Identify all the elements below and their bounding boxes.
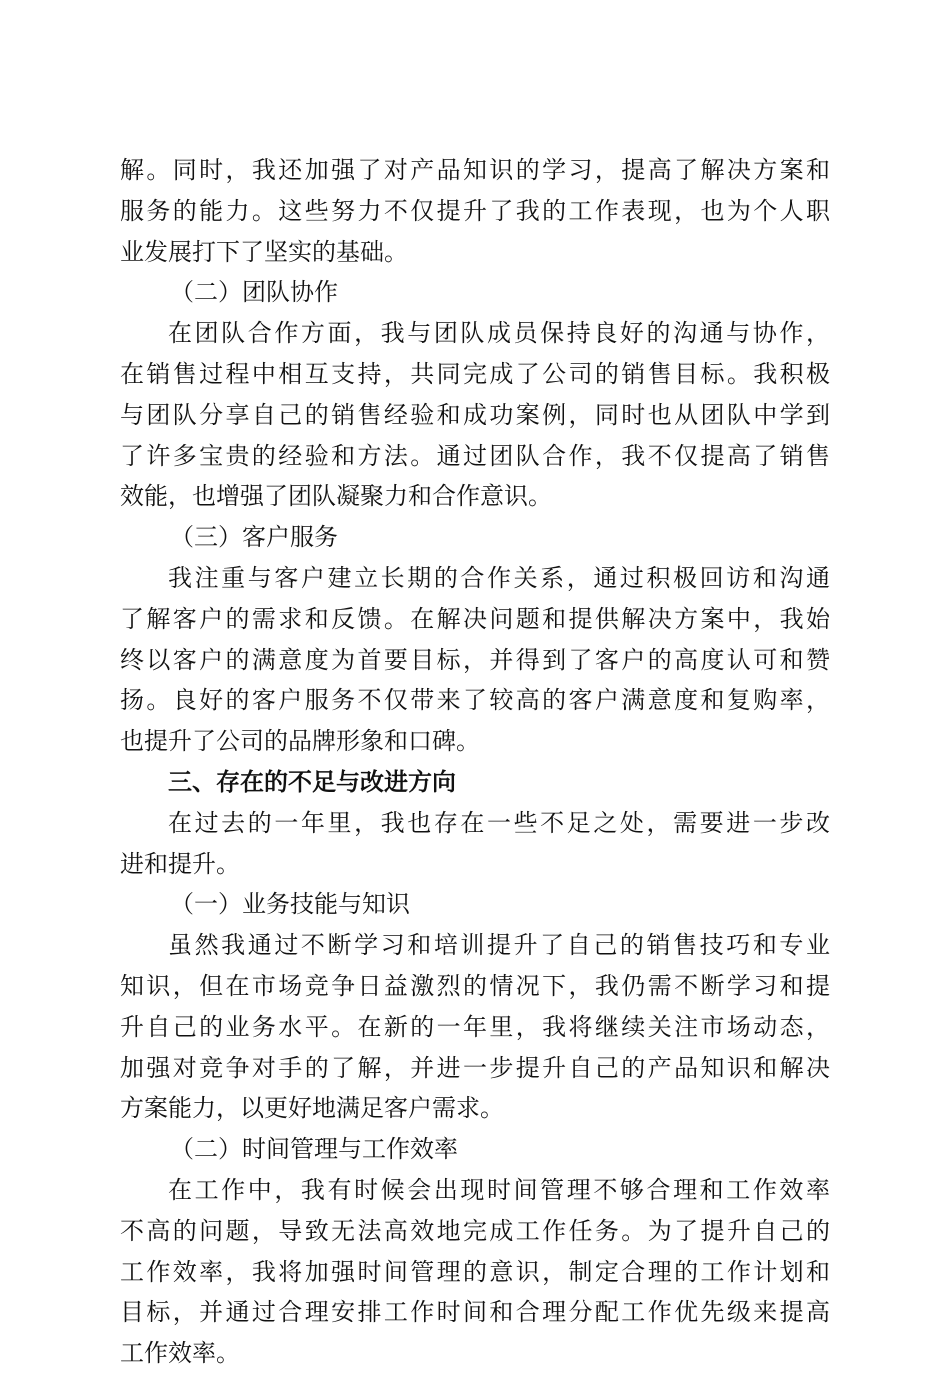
paragraph-line: 也提升了公司的品牌形象和口碑。 [120, 727, 480, 756]
paragraph-line: 了许多宝贵的经验和方法。通过团队合作，我不仅提高了销售 [120, 441, 830, 470]
subsection-heading-team: （二）团队协作 [170, 278, 338, 307]
subsection-heading-skills: （一）业务技能与知识 [170, 890, 410, 919]
paragraph-line: 在过去的一年里，我也存在一些不足之处，需要进一步改 [168, 808, 830, 837]
section-heading-shortcomings: 三、存在的不足与改进方向 [168, 767, 456, 796]
paragraph-line: 在销售过程中相互支持，共同完成了公司的销售目标。我积极 [120, 359, 830, 388]
paragraph-line: 工作效率，我将加强时间管理的意识，制定合理的工作计划和 [120, 1257, 830, 1286]
paragraph-line: 终以客户的满意度为首要目标，并得到了客户的高度认可和赞 [120, 645, 830, 674]
paragraph-line: 扬。良好的客户服务不仅带来了较高的客户满意度和复购率， [120, 686, 830, 715]
paragraph-line: 我注重与客户建立长期的合作关系，通过积极回访和沟通 [168, 563, 830, 592]
paragraph-line: 加强对竞争对手的了解，并进一步提升自己的产品知识和解决 [120, 1053, 830, 1082]
paragraph-line: 服务的能力。这些努力不仅提升了我的工作表现，也为个人职 [120, 196, 830, 225]
paragraph-line: 解。同时，我还加强了对产品知识的学习，提高了解决方案和 [120, 156, 830, 184]
paragraph-line: 效能，也增强了团队凝聚力和合作意识。 [120, 482, 552, 511]
paragraph-line: 不高的问题，导致无法高效地完成工作任务。为了提升自己的 [120, 1216, 830, 1245]
paragraph-line: 方案能力，以更好地满足客户需求。 [120, 1094, 504, 1123]
paragraph-line: 知识，但在市场竞争日益激烈的情况下，我仍需不断学习和提 [120, 971, 830, 1000]
paragraph-line: 了解客户的需求和反馈。在解决问题和提供解决方案中，我始 [120, 604, 830, 633]
document-body [120, 150, 830, 1374]
paragraph-line: 业发展打下了坚实的基础。 [120, 237, 408, 266]
subsection-heading-service: （三）客户服务 [170, 523, 338, 552]
paragraph-line: 在工作中，我有时候会出现时间管理不够合理和工作效率 [168, 1175, 830, 1204]
paragraph-line: 升自己的业务水平。在新的一年里，我将继续关注市场动态， [120, 1012, 830, 1041]
paragraph-line: 虽然我通过不断学习和培训提升了自己的销售技巧和专业 [168, 931, 830, 960]
paragraph-line: 工作效率。 [120, 1339, 240, 1368]
subsection-heading-time: （二）时间管理与工作效率 [170, 1135, 458, 1164]
paragraph-line: 与团队分享自己的销售经验和成功案例，同时也从团队中学到 [120, 400, 830, 429]
paragraph-line: 进和提升。 [120, 849, 240, 878]
paragraph-line: 目标，并通过合理安排工作时间和合理分配工作优先级来提高 [120, 1298, 830, 1327]
paragraph-line: 在团队合作方面，我与团队成员保持良好的沟通与协作， [168, 319, 830, 348]
